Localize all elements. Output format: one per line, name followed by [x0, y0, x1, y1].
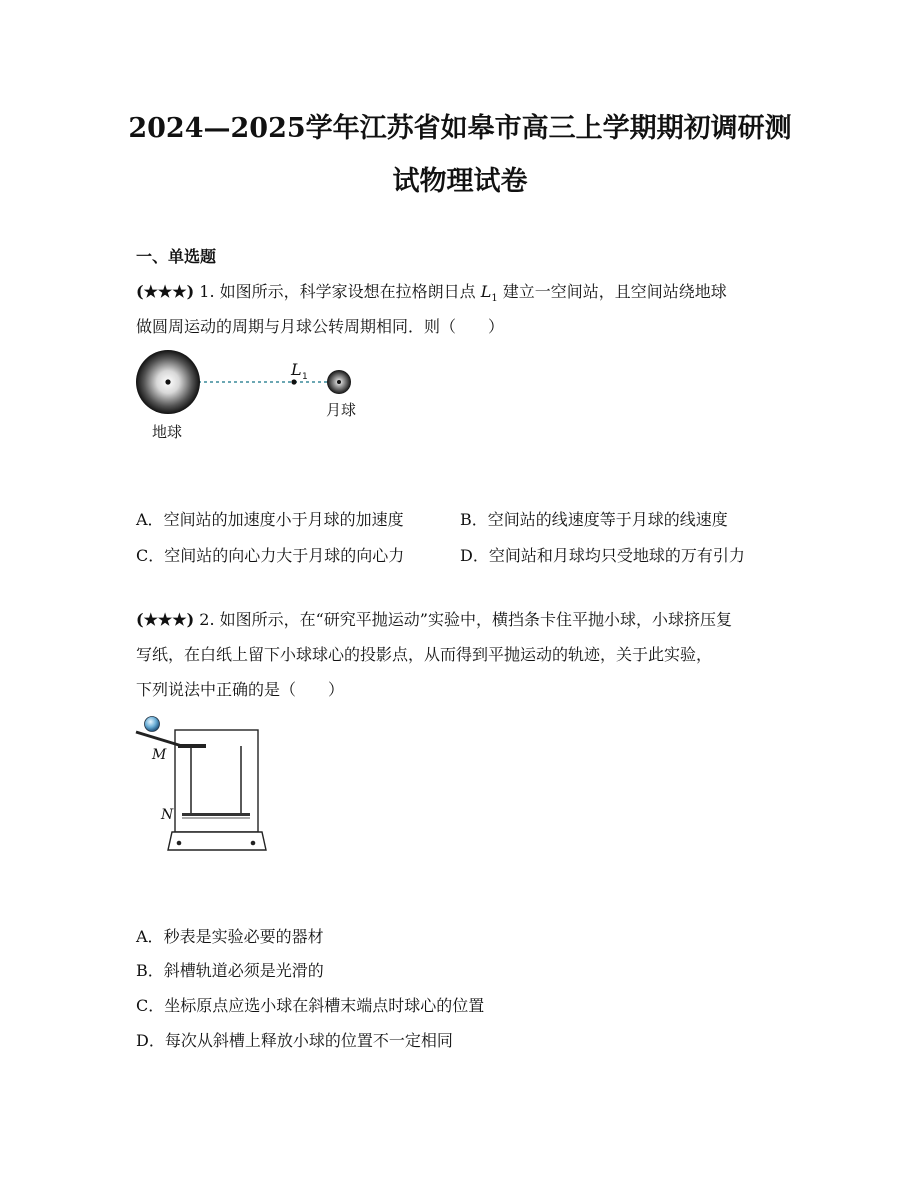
question-2-text-1: 2. 如图所示，在“研究平抛运动”实验中，横挡条卡住平抛小球，小球挤压复	[194, 610, 732, 629]
question-1-text-post: 建立一空间站，且空间站绕地球	[497, 282, 727, 301]
q2-option-b	[136, 963, 324, 979]
label-m: M	[152, 747, 167, 763]
page-title-line-1: 2024—2025学年江苏省如皋市高三上学期期初调研测	[128, 113, 792, 144]
difficulty-stars: (★★★)	[136, 282, 195, 301]
question-1-line-2: 做圆周运动的周期与月球公转周期相同．则（ ）	[136, 317, 505, 336]
option-text: 空间站的向心力大于月球的向心力	[164, 546, 405, 565]
option-letter: D．	[136, 1031, 165, 1050]
option-letter: A．	[136, 927, 164, 946]
difficulty-stars: (★★★)	[136, 610, 195, 629]
earth-moon-figure	[130, 345, 370, 445]
question-2-line-3: 下列说法中正确的是（ ）	[136, 680, 345, 699]
option-letter: C．	[136, 996, 165, 1015]
option-letter: C．	[136, 546, 165, 565]
section-heading: 一、单选题	[136, 247, 217, 266]
q2-option-a	[136, 929, 324, 945]
question-1-text-pre: 1. 如图所示，科学家设想在拉格朗日点	[194, 282, 481, 301]
option-letter: B．	[460, 510, 488, 529]
q2-option-c	[136, 998, 484, 1014]
page-title-line-2: 试物理试卷	[392, 166, 528, 197]
question-2-line-2: 写纸，在白纸上留下小球球心的投影点，从而得到平抛运动的轨迹，关于此实验，	[136, 645, 713, 664]
lagrange-point-label-sub: 1	[302, 372, 308, 382]
projectile-apparatus-figure	[134, 712, 274, 857]
ball	[145, 717, 160, 732]
option-text: 空间站和月球均只受地球的万有引力	[488, 546, 745, 565]
base-screw-right	[251, 841, 256, 846]
option-letter: D．	[460, 546, 489, 565]
stop-bar	[182, 813, 250, 816]
lagrange-point-dot	[291, 379, 296, 384]
option-text: 空间站的加速度小于月球的加速度	[163, 510, 404, 529]
option-letter: A．	[136, 510, 164, 529]
question-1-line-1	[136, 284, 727, 304]
q1-option-b	[460, 512, 728, 528]
question-2-line-1	[136, 612, 732, 628]
q1-option-d	[460, 548, 745, 564]
label-n: N	[161, 807, 174, 823]
option-text: 坐标原点应选小球在斜槽末端点时球心的位置	[164, 996, 485, 1015]
option-text: 斜槽轨道必须是光滑的	[163, 961, 324, 980]
option-text: 空间站的线速度等于月球的线速度	[487, 510, 728, 529]
moon-label: 月球	[326, 401, 357, 419]
moon-center-dot	[337, 380, 341, 384]
q2-option-d	[136, 1033, 453, 1049]
lagrange-point-label: L	[291, 360, 302, 379]
option-text: 秒表是实验必要的器材	[163, 927, 324, 946]
option-letter: B．	[136, 961, 164, 980]
lagrange-point-symbol: L	[480, 282, 492, 301]
option-text: 每次从斜槽上释放小球的位置不一定相同	[164, 1031, 453, 1050]
earth-center-dot	[165, 379, 170, 384]
apparatus-base	[168, 832, 266, 850]
base-screw-left	[177, 841, 182, 846]
q1-option-a	[136, 512, 404, 528]
lagrange-point-subscript: 1	[491, 293, 498, 305]
earth-label: 地球	[152, 423, 183, 441]
q1-option-c	[136, 548, 404, 564]
